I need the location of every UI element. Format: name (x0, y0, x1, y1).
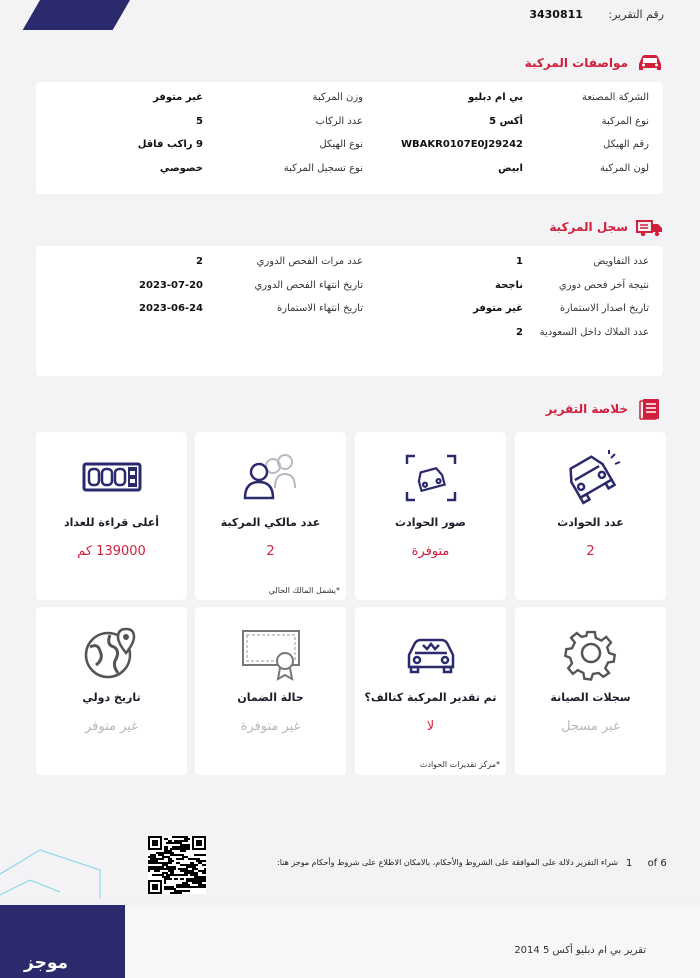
brand-corner-shape (23, 0, 148, 30)
next-page-preview (0, 905, 700, 978)
tile-international-history-title: تاريخ دولي (82, 691, 141, 704)
report-number-value: 3430811 (529, 8, 583, 21)
terms-text: شراء التقرير دلالة على الموافقة على الشروط والأحكام، بالامكان الاطلاع على شروط وأحكام موجز هنا: (277, 858, 618, 867)
specs-row-label: نوع تسجيل المركبة (283, 162, 363, 174)
summary-title: خلاصة التقرير (545, 402, 628, 416)
specs-section-title (525, 52, 664, 74)
hexagon-decoration (0, 840, 110, 898)
specs-row-label: وزن المركبة (312, 92, 363, 103)
report-document-icon (636, 398, 664, 420)
record-row-label: عدد الملاك داخل السعودية (539, 326, 649, 338)
specs-title: مواصفات المركبة (524, 56, 628, 70)
brand-logo: موجز (24, 953, 69, 973)
owners-icon (239, 450, 303, 506)
tile-owners (195, 432, 346, 600)
tile-warranty-title: حالة الضمان (237, 691, 304, 704)
specs-row-label: رقم الهيكل (603, 139, 649, 150)
record-row-label: تاريخ انتهاء الاستمارة (277, 303, 363, 314)
specs-row-value: ابيض (498, 162, 523, 174)
record-row-label: تاريخ اصدار الاستمارة (559, 303, 649, 314)
car-crash-icon (559, 450, 623, 506)
tile-accident-photos[interactable] (355, 432, 506, 600)
page-total: of 6 (647, 858, 667, 869)
tile-warranty (195, 607, 346, 775)
tile-total-loss-title: تم تقدير المركبة كتالف؟ (364, 691, 497, 704)
tile-accident-photos-value[interactable]: متوفرة (411, 544, 450, 559)
tile-owners-title: عدد مالكي المركبة (220, 516, 321, 529)
specs-card (36, 82, 663, 194)
tile-accidents (515, 432, 666, 600)
tile-odometer (36, 432, 187, 600)
record-row-label: نتيجة آخر فحص دوري (558, 279, 649, 291)
specs-row-label: الشركة المصنعة (581, 92, 649, 103)
tile-accident-photos-title: صور الحوادث (395, 516, 466, 529)
report-number (529, 8, 664, 21)
tile-international-history (36, 607, 187, 775)
car-icon (636, 52, 664, 74)
record-row-value: 1 (516, 256, 523, 267)
specs-row-value: 9 راكب فاقل (137, 139, 203, 150)
gear-icon (559, 625, 623, 681)
record-row-value: 2 (516, 326, 523, 338)
tile-maintenance (515, 607, 666, 775)
record-row-value: ناجحة (495, 279, 523, 291)
specs-row-value: بي ام دبليو (468, 92, 523, 103)
qr-code[interactable] (148, 836, 206, 894)
tile-maintenance-value: غير مسجل (561, 719, 620, 734)
page-indicator (626, 858, 667, 869)
record-row-value: 2023-06-24 (139, 303, 203, 314)
next-page-title: تقرير بي ام دبليو أكس 5 2014 (514, 945, 646, 956)
odometer-icon (80, 450, 144, 506)
report-number-label: رقم التقرير: (608, 8, 664, 21)
record-row-value: غير متوفر (473, 303, 523, 314)
specs-row-value: غير متوفر (153, 92, 203, 103)
record-row-value: 2 (196, 256, 203, 267)
globe-pin-icon (80, 625, 144, 681)
specs-row-label: عدد الركاب (315, 115, 363, 127)
tile-total-loss (355, 607, 506, 775)
tile-owners-value: 2 (266, 544, 275, 559)
tile-accidents-value: 2 (586, 544, 595, 559)
summary-section-title (546, 398, 664, 420)
record-row-label: تاريخ انتهاء الفحص الدوري (254, 279, 363, 291)
tile-maintenance-title: سجلات الصيانة (550, 691, 631, 704)
tile-odometer-value: 139000 كم (77, 544, 146, 559)
accidents-footnote: *مركز تقديرات الحوادث (419, 760, 500, 769)
owners-footnote: *يشمل المالك الحالي (268, 586, 340, 595)
specs-row-label: لون المركبة (600, 162, 649, 174)
tile-accidents-title: عدد الحوادث (557, 516, 624, 529)
specs-row-value: أكس 5 (489, 115, 523, 127)
record-section-title (549, 216, 664, 238)
record-row-value: 2023-07-20 (139, 279, 203, 291)
specs-row-value: WBAKR0107E0J29242 (401, 139, 523, 150)
tile-total-loss-value: لا (426, 719, 435, 734)
certificate-icon (239, 625, 303, 681)
tile-warranty-value: غير متوفرة (240, 719, 301, 734)
tile-odometer-title: أعلى قراءة للعداد (63, 516, 160, 529)
record-title: سجل المركبة (549, 220, 628, 234)
truck-document-icon (636, 216, 664, 238)
record-row-label: عدد التفاويض (593, 256, 649, 267)
damaged-car-icon (399, 625, 463, 681)
specs-row-value: 5 (196, 115, 203, 127)
record-card (36, 246, 663, 376)
tile-international-history-value: غير متوفر (84, 719, 138, 734)
specs-row-label: نوع الهيكل (319, 139, 363, 150)
page-number: 1 (626, 858, 633, 869)
specs-row-value: خصوصي (159, 162, 203, 174)
specs-row-label: نوع المركبة (601, 115, 649, 127)
record-row-label: عدد مرات الفحص الدوري (256, 256, 363, 267)
accident-photos-icon (399, 450, 463, 506)
